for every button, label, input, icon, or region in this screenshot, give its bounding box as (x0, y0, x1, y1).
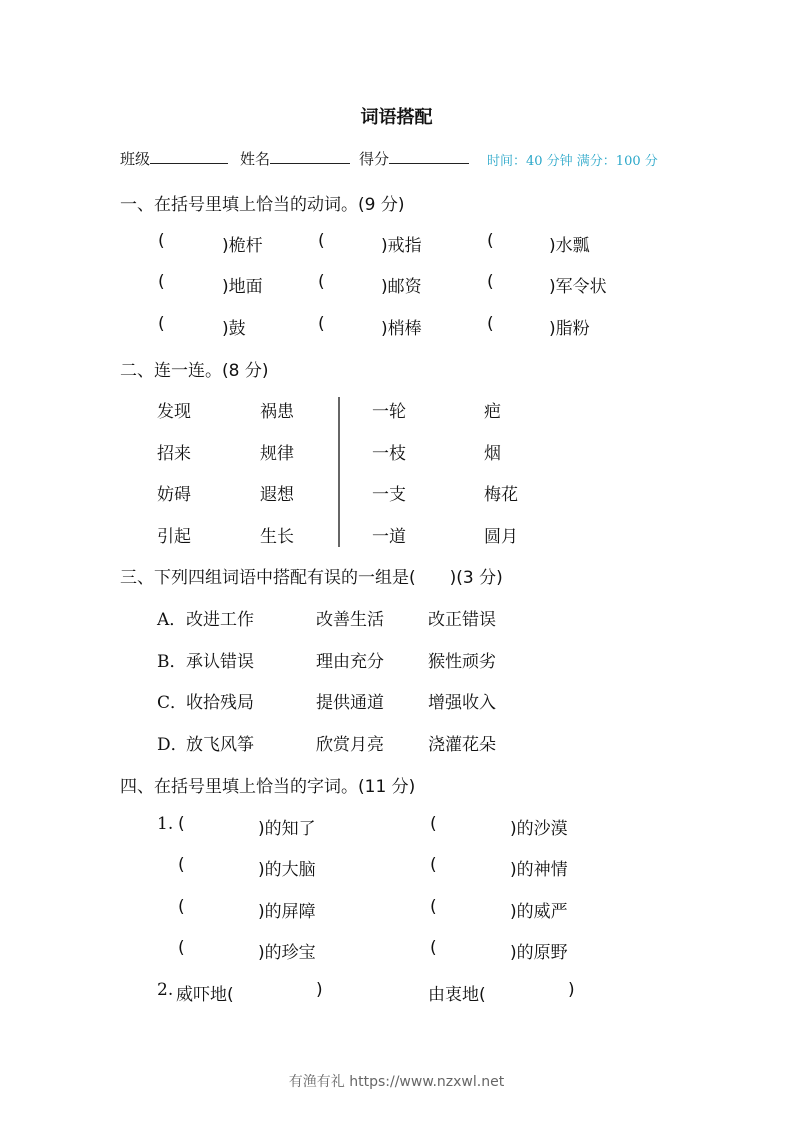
paren-open: ( (178, 814, 185, 834)
option-word: 欣赏月亮 (316, 735, 384, 755)
match-item[interactable]: 一轮 (372, 402, 406, 422)
answer-blank[interactable] (447, 853, 505, 875)
answer-blank[interactable] (178, 229, 218, 251)
score-field[interactable] (359, 148, 469, 169)
paren-open: ( (430, 938, 437, 958)
answer-blank[interactable] (195, 853, 253, 875)
match-item[interactable]: 梅花 (484, 485, 518, 505)
answer-blank[interactable] (500, 978, 560, 1000)
name-field[interactable] (240, 148, 350, 169)
paren-open: ( (318, 314, 325, 334)
paren-open: ( (158, 314, 165, 334)
paren-open: ( (430, 814, 437, 834)
paren-open: ( (178, 897, 185, 917)
fill-item: )的屏障 (258, 902, 316, 922)
class-label: 班级 (120, 150, 151, 168)
matching-divider (338, 397, 340, 547)
option-label[interactable]: D． (157, 735, 188, 755)
match-item[interactable]: 烟 (484, 444, 501, 464)
option-word: 改正错误 (428, 610, 496, 630)
fill-item: )邮资 (381, 277, 422, 297)
answer-blank[interactable] (178, 312, 218, 334)
match-item[interactable]: 发现 (157, 402, 191, 422)
match-item[interactable]: 规律 (260, 444, 294, 464)
fill-item: )脂粉 (549, 319, 590, 339)
option-word: 改善生活 (316, 610, 384, 630)
fill-item: )鼓 (222, 319, 246, 339)
answer-blank[interactable] (447, 812, 505, 834)
paren-open: ( (158, 231, 165, 251)
paren-open: ( (178, 938, 185, 958)
option-label[interactable]: C． (157, 693, 188, 713)
answer-blank[interactable] (338, 270, 377, 292)
section3-heading: 三、下列四组词语中搭配有误的一组是( )(3 分) (120, 568, 503, 588)
paren-open: ( (158, 272, 165, 292)
fill-item: 威吓地( (176, 985, 234, 1005)
paren-open: ( (318, 231, 325, 251)
option-word: 提供通道 (316, 693, 384, 713)
match-item[interactable]: 一支 (372, 485, 406, 505)
option-word: 猴性顽劣 (428, 652, 496, 672)
match-item[interactable]: 疤 (484, 402, 501, 422)
page-title: 词语搭配 (360, 107, 433, 128)
match-item[interactable]: 遐想 (260, 485, 294, 505)
score-label: 得分 (359, 150, 390, 168)
option-label[interactable]: B． (157, 652, 187, 672)
class-blank[interactable] (150, 149, 228, 164)
fill-item: )的沙漠 (510, 819, 568, 839)
option-word: 放飞风筝 (186, 735, 254, 755)
fill-item: )的威严 (510, 902, 568, 922)
fill-item: )地面 (222, 277, 263, 297)
part2-number: 2. (157, 980, 174, 1000)
answer-blank[interactable] (178, 270, 218, 292)
section1-heading: 一、在括号里填上恰当的动词。(9 分) (120, 195, 405, 215)
fill-item: )梢棒 (381, 319, 422, 339)
answer-blank[interactable] (507, 312, 545, 334)
name-blank[interactable] (270, 149, 350, 164)
name-label: 姓名 (240, 150, 271, 168)
answer-blank[interactable] (195, 812, 253, 834)
answer-blank[interactable] (507, 270, 545, 292)
answer-blank[interactable] (338, 312, 377, 334)
answer-blank[interactable] (447, 936, 505, 958)
fill-item: )水瓢 (549, 236, 590, 256)
paren-open: ( (430, 855, 437, 875)
answer-blank[interactable] (507, 229, 545, 251)
fill-item: )的原野 (510, 943, 568, 963)
answer-blank[interactable] (250, 978, 310, 1000)
score-blank[interactable] (389, 149, 469, 164)
match-item[interactable]: 招来 (157, 444, 191, 464)
match-item[interactable]: 一道 (372, 527, 406, 547)
fill-item: )的知了 (258, 819, 316, 839)
option-word: 承认错误 (186, 652, 254, 672)
part1-number: 1. (157, 814, 174, 834)
fill-item: )的大脑 (258, 860, 316, 880)
fill-item: 由衷地( (428, 985, 486, 1005)
class-field[interactable] (120, 148, 228, 169)
match-item[interactable]: 祸患 (260, 402, 294, 422)
fill-item: )戒指 (381, 236, 422, 256)
paren-open: ( (487, 231, 494, 251)
option-word: 改进工作 (186, 610, 254, 630)
option-label[interactable]: A． (157, 610, 187, 630)
match-item[interactable]: 妨碍 (157, 485, 191, 505)
footer-watermark: 有渔有礼 https://www.nzxwl.net (288, 1074, 505, 1090)
paren-open: ( (178, 855, 185, 875)
fill-item: )的神情 (510, 860, 568, 880)
fill-item: )桅杆 (222, 236, 263, 256)
match-item[interactable]: 生长 (260, 527, 294, 547)
option-word: 收拾残局 (186, 693, 254, 713)
answer-blank[interactable] (447, 895, 505, 917)
paren-open: ( (487, 272, 494, 292)
option-word: 增强收入 (428, 693, 496, 713)
match-item[interactable]: 圆月 (484, 527, 518, 547)
section2-heading: 二、连一连。(8 分) (120, 361, 269, 381)
answer-blank[interactable] (195, 936, 253, 958)
fill-item: )军令状 (549, 277, 607, 297)
option-word: 浇灌花朵 (428, 735, 496, 755)
paren-close: ) (316, 980, 323, 1000)
paren-open: ( (318, 272, 325, 292)
match-item[interactable]: 引起 (157, 527, 191, 547)
option-word: 理由充分 (316, 652, 384, 672)
fill-item: )的珍宝 (258, 943, 316, 963)
exam-meta: 时间：40 分钟 满分：100 分 (487, 154, 658, 169)
paren-open: ( (487, 314, 494, 334)
answer-blank[interactable] (338, 229, 377, 251)
answer-blank[interactable] (195, 895, 253, 917)
paren-open: ( (430, 897, 437, 917)
match-item[interactable]: 一枝 (372, 444, 406, 464)
section4-heading: 四、在括号里填上恰当的字词。(11 分) (120, 777, 416, 797)
paren-close: ) (568, 980, 575, 1000)
